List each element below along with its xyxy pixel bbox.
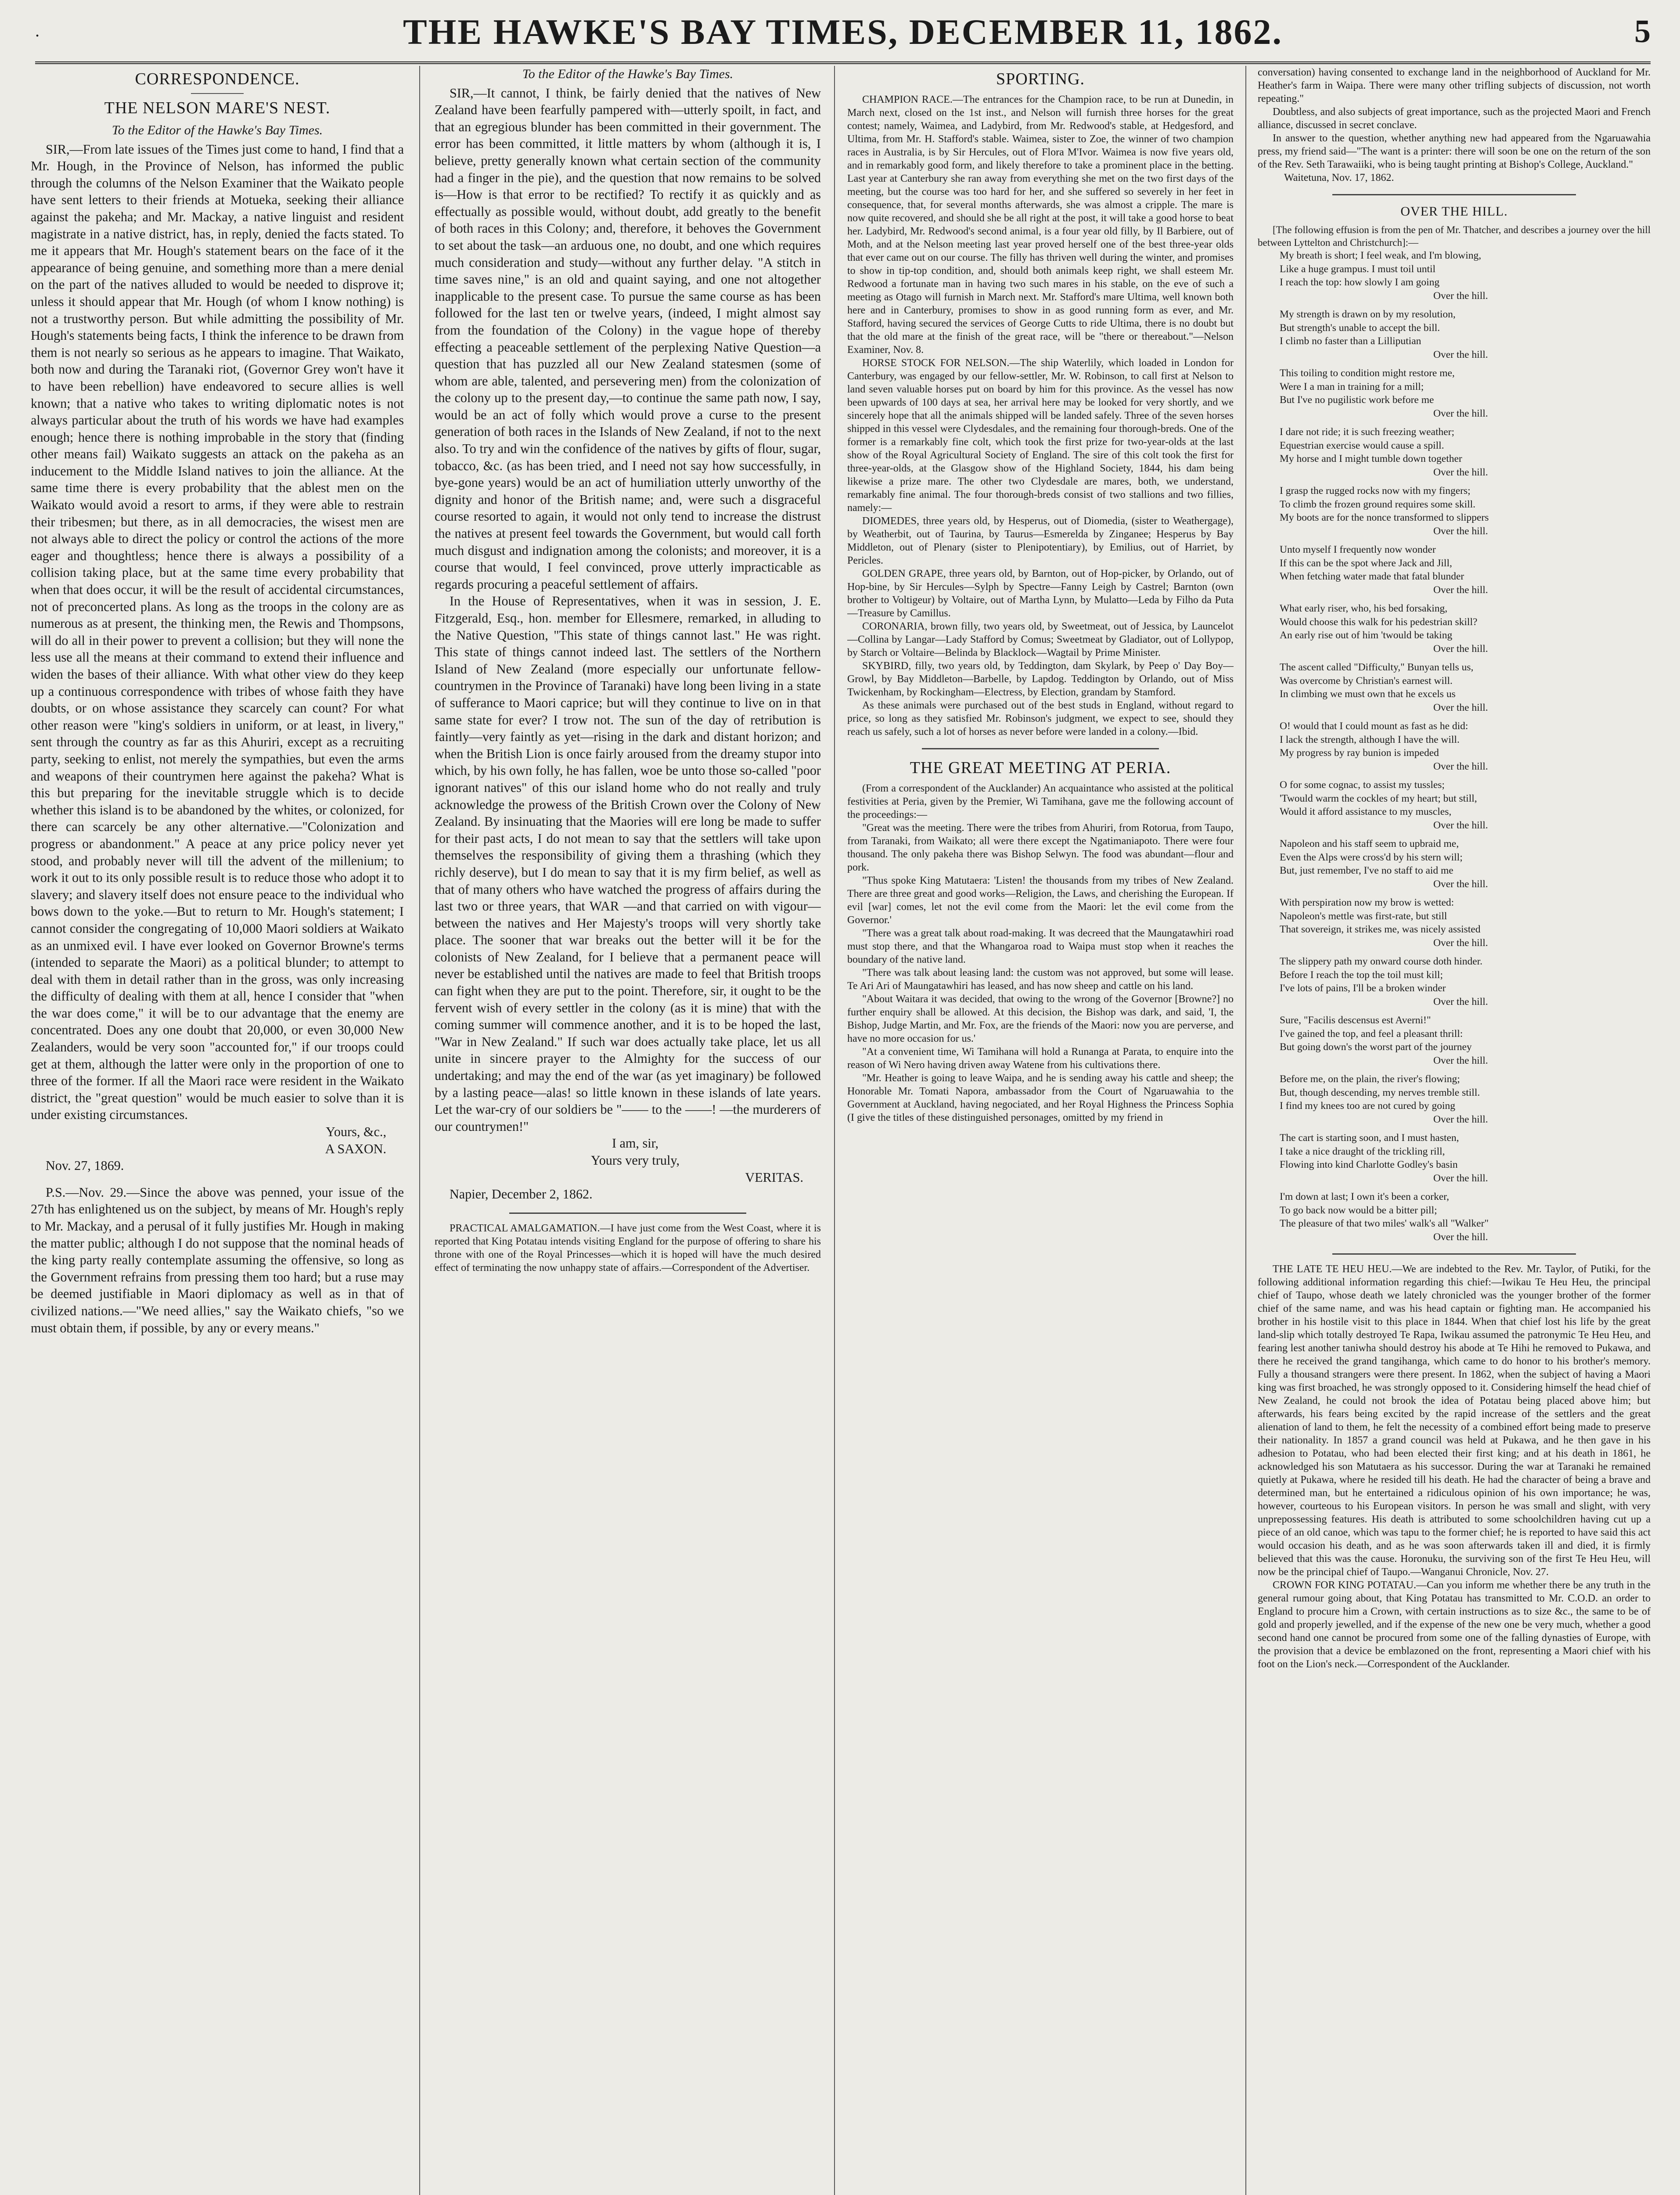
poem-line: Unto myself I frequently now wonder bbox=[1280, 544, 1436, 555]
poem-line: I find my knees too are not cured by going bbox=[1280, 1100, 1456, 1112]
article-paragraph: "Thus spoke King Matutaera: 'Listen! the thousands from my tribes of New Zealand. There are three great and good works—Religion, the Laws, and cherishing the European. If evil [war] comes, let not the evil come from the Maori: let the evil come from the Governor.' bbox=[847, 875, 1234, 926]
article-paragraph: "Mr. Heather is going to leave Waipa, and he is sending away his cattle and sheep; the Honorable Mr. Tomati Napora, ambassador from the Court of Ngaruawahia to the Government at Auckland, having negociated, and her Royal Highness the Princess Sophia (I give the titles of these distinguished personages, omitted by my friend in bbox=[847, 1072, 1234, 1123]
divider bbox=[1332, 1253, 1576, 1255]
letter-signature: VERITAS. bbox=[745, 1169, 803, 1185]
poem-line: To climb the frozen ground requires some skill. bbox=[1280, 498, 1476, 510]
article-paragraph: "At a convenient time, Wi Tamihana will hold a Runanga at Parata, to enquire into the reason of Wi Nero having driven away Watene from his cultivations there. bbox=[847, 1046, 1234, 1071]
poem-line: Before I reach the top the toil must kill; bbox=[1280, 969, 1443, 981]
article-paragraph: "Great was the meeting. There were the tribes from Ahuriri, from Rotorua, from Taupo, from Taranaki, from Waikato; all were there except the Ngatimaniapoto. There were four thousand. The only pakeha there was Bishop Selwyn. The food was abundant—flour and pork. bbox=[847, 822, 1234, 873]
masthead-mark: . bbox=[35, 21, 40, 40]
poem-line: But going down's the worst part of the journey bbox=[1280, 1041, 1472, 1053]
poem-line: The slippery path my onward course doth hinder. bbox=[1280, 956, 1483, 967]
poem-line: 'Twould warm the cockles of my heart; but still, bbox=[1280, 792, 1477, 804]
poem-line: What early riser, who, his bed forsaking, bbox=[1280, 603, 1448, 614]
poem-line: In climbing we must own that he excels us bbox=[1280, 688, 1456, 700]
poem-line: I lack the strength, although I have the will. bbox=[1280, 734, 1460, 745]
poem-stanza bbox=[1258, 1190, 1651, 1244]
poem-line: The ascent called "Difficulty," Bunyan tells us, bbox=[1280, 662, 1474, 673]
article-title: THE NELSON MARE'S NEST. bbox=[104, 99, 331, 117]
poem-line: That sovereign, it strikes me, was nicely assisted bbox=[1280, 924, 1481, 935]
poem-line: I've lots of pains, I'll be a broken winder bbox=[1280, 982, 1446, 994]
poem-refrain: Over the hill. bbox=[1433, 760, 1488, 772]
poem-stanza bbox=[1258, 425, 1651, 479]
column-2 bbox=[435, 66, 821, 2195]
article-paragraph: "There was talk about leasing land: the custom was not approved, but some will lease. Te Ari Ari of Maungatawhiri has leased, and has now sheep and cattle on his land. bbox=[847, 967, 1234, 992]
letter-addressee: To the Editor of the Hawke's Bay Times. bbox=[522, 67, 734, 81]
poem-line: But strength's unable to accept the bill. bbox=[1280, 322, 1440, 334]
poem-line: To go back now would be a bitter pill; bbox=[1280, 1204, 1437, 1216]
divider bbox=[509, 1213, 746, 1214]
divider bbox=[922, 748, 1159, 749]
poem-refrain: Over the hill. bbox=[1433, 407, 1488, 419]
column-1 bbox=[31, 66, 404, 2195]
poem-refrain: Over the hill. bbox=[1433, 584, 1488, 596]
column-4 bbox=[1258, 66, 1651, 2195]
news-item-crown: CROWN FOR KING POTATAU.—Can you inform me whether there be any truth in the general rumour going about, that King Potatau has transmitted to Mr. C.O.D. an order to England to procure him a Crown, with certain instructions as to size &c., the same to be of gold and properly jewelled, and if the expense of the new one be very much, whether a good second hand one cannot be procured from some one of the falling dynasties of Europe, with the provision that a device be emblazoned on the front, representing a Maori chief with his foot on the Lion's neck.—Correspondent of the Aucklander. bbox=[1258, 1580, 1651, 1670]
poem-refrain: Over the hill. bbox=[1433, 1113, 1488, 1125]
article-paragraph: "There was a great talk about road-making. It was decreed that the Maungatawhiri road must stop there, and that the Whangaroa road to Waipa must stop when it reaches the boundary of the native land. bbox=[847, 928, 1234, 965]
poem-stanza bbox=[1258, 896, 1651, 950]
article-paragraph: Doubtless, and also subjects of great importance, such as the projected Maori and French alliance, discussed in secret conclave. bbox=[1258, 106, 1651, 131]
letter-date: Nov. 27, 1869. bbox=[46, 1158, 124, 1173]
newspaper-title: THE HAWKE'S BAY TIMES, DECEMBER 11, 1862. bbox=[403, 12, 1283, 52]
poem-line: Were I a man in training for a mill; bbox=[1280, 381, 1424, 392]
poem-refrain: Over the hill. bbox=[1433, 937, 1488, 949]
poem-line: My boots are for the nonce transformed to slippers bbox=[1280, 512, 1489, 523]
poem-line: An early rise out of him 'twould be taking bbox=[1280, 630, 1453, 641]
poem-line: Like a huge grampus. I must toil until bbox=[1280, 263, 1436, 275]
article-date: Waitetuna, Nov. 17, 1862. bbox=[1284, 172, 1394, 184]
poem-line: Before me, on the plain, the river's flowing; bbox=[1280, 1073, 1460, 1085]
article-paragraph: (From a correspondent of the Aucklander) An acquaintance who assisted at the political festivities at Peria, given by the Premier, Wi Tamihana, gave me the following account of the proceedings:— bbox=[847, 783, 1234, 820]
poem-stanza bbox=[1258, 367, 1651, 420]
poem-line: If this can be the spot where Jack and Jill, bbox=[1280, 557, 1452, 569]
letter-closing: Yours, &c., bbox=[326, 1124, 386, 1140]
poem-refrain: Over the hill. bbox=[1433, 290, 1488, 302]
poem-stanza bbox=[1258, 837, 1651, 891]
poem-line: My horse and I might tumble down together bbox=[1280, 453, 1462, 464]
column-3 bbox=[847, 66, 1234, 2195]
divider bbox=[1332, 194, 1576, 195]
sporting-item: CHAMPION RACE.—The entrances for the Champion race, to be run at Dunedin, in March next, closed on the 1st inst., and Nelson will furnish three horses for the great contest; namely, Waimea, and Ladybird, from Mr. Redwood's stable, at Hedgesford, and Ultima, from Mr. H. Stafford's stable. Waimea, sister to Zoe, the winner of two champion races in Australia, is by Sir Hercules, out of Flora M'Ivor. Waimea is now five years old, and in remarkably good form, and likely therefore to take a prominent place in the betting. Last year at Canterbury she ran away from everything she met on the two first days of the meeting, but the course was too hard for her, and she suffered so severely in her feet in consequence, that, for several months afterwards, she was almost a cripple. The mare is now quite recovered, and should she be all right at the post, it will take a good horse to beat her. Ladybird, Mr. Redwood's second animal, is a four year old filly, by Il Barbiere, out of Moth, and at the Nelson meeting last year proved herself one of the best three-year olds that ever came out on our course. The filly has thriven well during the winter, and promises to show in tip-top condition, and, should both animals keep right, we shall esteem Mr. Redwood a fortunate man in having two such mares in his stable, on the eve of such a meeting as Otago will furnish in March next. Mr. Stafford's mare Ultima, well known both here and in Canterbury, promises to show in as good running form as ever, and Mr. Stafford, having secured the services of George Cutts to ride Ultima, there is no doubt but that the old mare at the finish of the great race, will be "there or thereabout."—Nelson Examiner, Nov. 8. bbox=[847, 94, 1234, 356]
sporting-item: HORSE STOCK FOR NELSON.—The ship Waterlily, which loaded in London for Canterbury, was engaged by our fellow-settler, Mr. W. Robinson, to call first at Nelson to land seven valuable horses put on board by him for this province. As the vessel has now been upwards of 100 days at sea, her arrival here may be looked for very shortly, and we sincerely hope that all the animals shipped will be landed safely. Three of the seven horses shipped in this vessel were Clydesdales, and the remaining four thorough-breds. One of the former is a remarkably fine colt, which took the first prize for two-year-olds at the last show of the Royal Agricultural Society of England. The sire of this colt took the first for three-year-olds, at the Glasgow show of the Highland Society, 1844, his dam being likewise a prize mare. The other two Clydesdale are mares, both, we understand, remarkably fine animal. The four thorough-breds consist of two stallions and two fillies, namely:— bbox=[847, 357, 1234, 514]
poem-intro: [The following effusion is from the pen of Mr. Thatcher, and describes a journey over the hill between Lyttelton and Christchurch]:— bbox=[1258, 224, 1651, 248]
poem-line: Was overcome by Christian's earnest will. bbox=[1280, 675, 1453, 687]
poem-line: I climb no faster than a Lilliputian bbox=[1280, 335, 1421, 347]
poem-refrain: Over the hill. bbox=[1433, 878, 1488, 890]
column-rule bbox=[419, 66, 420, 2195]
poem-stanza bbox=[1258, 543, 1651, 597]
article-paragraph: In answer to the question, whether anything new had appeared from the Ngaruawahia press, my friend said—"The want is a printer: there will soon be one on the return of the son of the Rev. Seth Tarawaiiki, who is being taught printing at Bishop's College, Auckland." bbox=[1258, 133, 1651, 170]
poem-stanza bbox=[1258, 484, 1651, 538]
letter-body: SIR,—From late issues of the Times just come to hand, I find that a Mr. Hough, in the Province of Nelson, has informed the public through the columns of the Nelson Examiner that the Waikato people have sent letters to their friends at Motueka, seeking their alliance against the pakeha; and Mr. Mackay, a native linguist and resident magistrate in a native district, has, in reply, denied the facts stated. To me it appears that Mr. Hough's statement bears on the face of it the appearance of being genuine, and something more than a mere denial on the part of the natives alluded to would be needed to disprove it; unless it should appear that Mr. Hough (of whom I know nothing) is not a trustworthy person. But while admitting the possibility of Mr. Hough's statements being facts, I think the inference to be drawn from them is not nearly so serious as he appears to imagine. That Waikato, both now and during the Taranaki riot, (Governor Grey won't have it to have been rebellion) have endeavored to secure allies is well known; that a native who takes to writing diplomatic notes is not always particular about the truth of his words we have had examples enough; hence there is nothing improbable in the story that (finding other means fail) Waikato suggests an attack on the pakeha as an inducement to the Middle Island natives to join the alliance. At the same time there is every probability that the ablest men on the Waikato would avoid a resort to arms, if they were able to restrain their tribesmen; but there, as in all democracies, the wisest men are not always able to direct the policy or control the actions of the more eager and thoughtless; hence there is always a possibility of a collision taking place, but at the same time every probability that when that does occur, it will be the result of accidental circumstances, not of preconcerted plans. As long as the troops in the colony are as numerous as at present, the thinking men, the Rewis and Thompsons, will do all in their power to prevent a collision; but they will none the less use all the means at their command to extend their influence and widen the bases of their alliance. With what other view do they keep up a continuous correspondence with tribes of whose faith they have doubts, or on whose assistance they scarcely can count? For what other reason were "king's soldiers in uniform, or at least, in livery," sent through the country as far as this Ahuriri, except as a recruiting party, seeking to enlist, not merely the sympathies, but even the arms and weapons of their countrymen here against the pakeha? What is this but preparing for the inevitable struggle which is to decide whether this island is to be abandoned by the whites, or colonized, for there can scarcely be any other alternative.—"Colonization and progress or abandonment." A peace at any price policy never yet stood, and probably never will till the advent of the millenium; to work it out to its only possible result is to reduce those who adopt it to slavery; and slavery itself does not ensure peace to the individual who bows down to the yoke.—But to return to Mr. Hough's statement; I cannot consider the congregating of 10,000 Maori soldiers at Waikato as an unmixed evil. I have ever looked on Governor Browne's terms (intended to separate the Maori) as a political blunder; to attempt to deal with them in detail rather than in the gross, was only increasing the difficulty of dealing with them at all, hence I consider that "when the war does come," it will be to our advantage that the enemy are concentrated. Does any one doubt that 20,000, or even 30,000 New Zealanders, would be very soon "accounted for," if our troops could get at them, although the latter were only in the proportion of one to three of the former. If all the Maori race were resident in the Waikato district, the "great question" would be much easier to solve than it is under existing circumstances. bbox=[31, 141, 404, 1123]
poem-line: But, though descending, my nerves tremble still. bbox=[1280, 1087, 1480, 1098]
poem-line: But, just remember, I've no staff to aid me bbox=[1280, 865, 1453, 876]
poem-stanza bbox=[1258, 661, 1651, 714]
poem-stanza bbox=[1258, 249, 1651, 302]
poem-line: With perspiration now my brow is wetted: bbox=[1280, 897, 1454, 908]
poem-line: Even the Alps were cross'd by his stern will; bbox=[1280, 851, 1463, 863]
poem-line: I grasp the rugged rocks now with my fingers; bbox=[1280, 485, 1471, 497]
poem-line: Equestrian exercise would cause a spill. bbox=[1280, 439, 1444, 451]
poem-line: I'm down at last; I own it's been a corker, bbox=[1280, 1191, 1450, 1202]
poem-refrain: Over the hill. bbox=[1433, 349, 1488, 360]
poem-line: My strength is drawn on by my resolution, bbox=[1280, 309, 1456, 320]
poem-line: I dare not ride; it is such freezing weather; bbox=[1280, 426, 1455, 438]
article-paragraph: conversation) having consented to exchange land in the neighborhood of Auckland for Mr. Heather's farm in Waipa. There were many other trifling subjects of discussion, not worth repeating." bbox=[1258, 67, 1651, 104]
pedigree-item: SKYBIRD, filly, two years old, by Teddington, dam Skylark, by Peep o' Day Boy—Growl, by Bay Middleton—Barbelle, by Lapdog. Teddington by Orlando, out of Miss Twickenham, by Rockingham—Electress, by Election, grandam by Stamford. bbox=[847, 660, 1234, 698]
poem-line: I've gained the top, and feel a pleasant thrill: bbox=[1280, 1028, 1463, 1040]
poem-title: OVER THE HILL. bbox=[1400, 204, 1508, 219]
poem-line: When fetching water made that fatal blunder bbox=[1280, 571, 1464, 582]
poem-stanza bbox=[1258, 778, 1651, 832]
poem-line: I take a nice draught of the trickling rill, bbox=[1280, 1145, 1445, 1157]
poem-stanza bbox=[1258, 720, 1651, 773]
poem-refrain: Over the hill. bbox=[1433, 702, 1488, 713]
poem-stanza bbox=[1258, 1014, 1651, 1067]
column-rule bbox=[1245, 66, 1246, 2195]
poem-line: The cart is starting soon, and I must hasten, bbox=[1280, 1132, 1459, 1144]
poem-line: Napoleon and his staff seem to upbraid me, bbox=[1280, 838, 1459, 849]
poem-stanza bbox=[1258, 602, 1651, 655]
poem-line: My progress by ray bunion is impeded bbox=[1280, 747, 1439, 759]
poem-line: Would it afford assistance to my muscles, bbox=[1280, 806, 1452, 817]
article-paragraph: "About Waitara it was decided, that owing to the wrong of the Governor [Browne?] no further enquiry shall be allowed. At this decision, the Bishop was dark, and said, 'I, the Bishop, Judge Martin, and Mr. Fox, are the friends of the Maori: now you are perverse, and have no more occasion for us.' bbox=[847, 993, 1234, 1044]
letter-closing: I am, sir, bbox=[612, 1136, 659, 1151]
news-item-practical-amalgamation: PRACTICAL AMALGAMATION.—I have just come from the West Coast, where it is reported that King Potatau intends visiting England for the purpose of offering to share his throne with one of the Royal Princesses—which it is hoped will have the much desired effect of terminating the now unhappy state of affairs.—Correspondent of the Advertiser. bbox=[435, 1222, 821, 1274]
poem-line: Napoleon's mettle was first-rate, but still bbox=[1280, 910, 1447, 922]
poem-refrain: Over the hill. bbox=[1433, 819, 1488, 831]
poem-line: Flowing into kind Charlotte Godley's basin bbox=[1280, 1159, 1458, 1170]
poem-stanza bbox=[1258, 955, 1651, 1008]
masthead bbox=[35, 9, 1651, 64]
page-number: 5 bbox=[1634, 14, 1651, 50]
poem-stanza bbox=[1258, 1131, 1651, 1185]
poem-line: O! would that I could mount as fast as he did: bbox=[1280, 720, 1468, 732]
poem-stanza bbox=[1258, 1072, 1651, 1126]
poem-line: Would choose this walk for his pedestrian skill? bbox=[1280, 616, 1478, 628]
poem-refrain: Over the hill. bbox=[1433, 1231, 1488, 1243]
letter-closing: Yours very truly, bbox=[590, 1153, 680, 1168]
poem-body bbox=[1258, 249, 1651, 1244]
postscript: P.S.—Nov. 29.—Since the above was penned, your issue of the 27th has enlightened us on the subject, by means of Mr. Hough's reply to Mr. Mackay, and a perusal of it fully justifies Mr. Hough in making the matter public; although I do not suppose that the nominal heads of the king party really contemplate assuming the offensive, so long as the Government refrains from pressing them too hard; but a ruse may be deemed justifiable in Maori diplomacy as well as in that of civilized nations.—"We need allies," say the Waikato chiefs, "so we must obtain them, if possible, by any or every means." bbox=[31, 1184, 404, 1335]
poem-refrain: Over the hill. bbox=[1433, 1172, 1488, 1184]
pedigree-item: GOLDEN GRAPE, three years old, by Barnton, out of Hop-picker, by Orlando, out of Hop-bine, by Sir Hercules—Sylph by Spectre—Fanny Leigh by Castrel; Barnton (own brother to Voltigeur) by Voltaire, out of Martha Lynn, by Mulatto—Leda by Filho da Puta—Treasure by Camillus. bbox=[847, 568, 1234, 619]
poem-stanza bbox=[1258, 308, 1651, 361]
letter-addressee: To the Editor of the Hawke's Bay Times. bbox=[112, 123, 323, 137]
divider bbox=[191, 93, 244, 94]
section-heading: SPORTING. bbox=[996, 70, 1085, 88]
poem-line: The pleasure of that two miles' walk's all "Walker" bbox=[1280, 1218, 1489, 1229]
article-title: THE GREAT MEETING AT PERIA. bbox=[910, 759, 1171, 777]
poem-line: I reach the top: how slowly I am going bbox=[1280, 277, 1440, 288]
news-item-te-heu-heu: THE LATE TE HEU HEU.—We are indebted to the Rev. Mr. Taylor, of Putiki, for the following additional information regarding this chief:—Iwikau Te Heu Heu, the principal chief of Taupo, whose death we lately chronicled was the younger brother of the former chief of the same name, and was his head captain or fighting man. He accompanied his brother in his hostile visit to this place in 1844. When that chief lost his life by the great land-slip which totally destroyed Te Rapa, Iwikau assumed the patronymic Te Heu Heu, and fearing lest another taniwha should destroy his abode at Te Hihi he removed to Pukawa, and there he received the grand tangihanga, which came to do honor to his brother's memory. Fully a thousand strangers were there present. In 1862, when the subject of having a Maori king was first broached, he was strongly opposed to it. Considering himself the head chief of New Zealand, he could not brook the idea of Potatau being placed above him; but afterwards, his fears being excited by the rapid increase of the settlers and the great alienation of land to them, he felt the necessity of a combined effort being made to preserve their nationality. In 1857 a grand council was held at Pukawa, and he then gave in his adhesion to Potatau, who had been elected their first king; and at his death in 1861, he acknowledged his son Matutaera as his successor. During the war at Taranaki he remained quietly at Pukawa, where he resided till his death. He had the character of being a brave and determined man, but he entertained a ridiculous opinion of his own importance; he was, however, courteous to his European visitors. In person he was small and slight, with very unprepossessing features. His death is attributed to some schoolchildren having cut up a piece of an old canoe, which was tapu to the former chief; he is reported to have said this act would occasion his death, and as he was soon afterwards taken ill and died, it is firmly believed that this was the cause. Horonuku, the surviving son of the first Te Heu Heu, will now be the principal chief of Taupo.—Wanganui Chronicle, Nov. 27. bbox=[1258, 1263, 1651, 1578]
poem-line: My breath is short; I feel weak, and I'm blowing, bbox=[1280, 250, 1482, 261]
letter-date: Napier, December 2, 1862. bbox=[450, 1187, 593, 1202]
poem-line: Sure, "Facilis descensus est Averni!" bbox=[1280, 1015, 1431, 1026]
letter-body: In the House of Representatives, when it was in session, J. E. Fitzgerald, Esq., hon. member for Ellesmere, remarked, in alluding to the Native Question, "This state of things cannot last." He was right. This state of things cannot indeed last. The settlers of the Northern Island of New Zealand (more especially our unfortunate fellow-countrymen in the Province of Taranaki) have long been living in a state of sufferance to Maori caprice; but will they continue to live on in that same state for ever? I trow not. The sun of the day of retribution is faintly—very faintly as yet—rising in the dark and distant horizon; and when the British Lion is once fairly aroused from the dreamy stupor into which, by his own folly, he has fallen, woe be unto those so-called "poor ignorant natives" of this our island home who do not really and truly acknowledge the prowess of the British Crown over the Colony of New Zealand. By insinuating that the Maories will ere long be made to suffer for their past acts, I do not mean to say that the settlers will take upon themselves the responsibility of giving them a thrashing (which they richly deserve), but I do mean to say that it is my firm belief, as well as that of many others who have watched the progress of affairs during the last two or three years, that WAR —and that carried on with vigour—between the natives and Her Majesty's troops will very shortly take place. The sooner that war breaks out the better will it be for the colonists of New Zealand, for I believe that a permanent peace will never be established until the natives are made to feel that British troops can fight when they are put to the point. Therefore, sir, it ought to be the fervent wish of every settler in the colony (as it is mine) that with the coming summer will commence another, and it is to be hoped the last, "War in New Zealand." If such war does actually take place, let us all unite in sincere prayer to the Almighty for the success of our undertaking; and may the end of the war (as yet imaginary) be followed by a lasting peace—alas! so little known in these islands of late years. Let the war-cry of our soldiers be "—— to the ——! —the murderers of our countrymen!" bbox=[435, 594, 821, 1134]
poem-line: O for some cognac, to assist my tussles; bbox=[1280, 779, 1445, 791]
sporting-item: As these animals were purchased out of the best studs in England, without regard to price, so long as they satisfied Mr. Robinson's judgment, we expect to see, should they reach us safely, such a lot of horses as never before were landed in a colony.—Ibid. bbox=[847, 700, 1234, 738]
letter-body: SIR,—It cannot, I think, be fairly denied that the natives of New Zealand have been fearfully pampered with—utterly spoilt, in fact, and that an egregious blunder has been committed in their government. The error has been committed, it little matters by whom (although it is, I believe, pretty generally known what certain section of the community had a finger in the pie), and the question that now remains to be solved is—How is that error to be rectified? To rectify it as quickly and as effectually as possible would, without doubt, add greatly to the benefit of both races in this Colony; and, therefore, it behoves the Government to set about the task—an arduous one, no doubt, and one which requires much consideration and study—without any further delay. "A stitch in time saves nine," is an old and quaint saying, and one not altogether inapplicable to the present case. To pursue the same course as has been followed for the last ten or twelve years, (indeed, I might almost say from the foundation of the Colony) in the vague hope of thereby effecting a peaceable settlement of the perplexing Native Question—a question that has puzzled all our New Zealand statesmen (some of whom are able, talented, and persevering men) from the colonization of the colony up to the present day,—to continue the same path now, I say, would be an act of folly which would prove a curse to the present generation of both races in the Islands of New Zealand, if not to the next also. To try and win the confidence of the natives by gifts of flour, sugar, tobacco, &c. (as has been tried, and I need not say how successfully, in bye-gone years) would be an act of humiliation utterly unworthy of the dignity and honor of the British name; and, were such a disgraceful course resorted to again, it would not only tend to increase the distrust the natives at present feel towards the Government, but would call forth much disgust and indignation among the colonists; and moreover, it is a course that would, I feel convinced, prove utterly impracticable as regards procuring a peaceful settlement of affairs. bbox=[435, 85, 821, 592]
poem-refrain: Over the hill. bbox=[1433, 466, 1488, 478]
poem-line: But I've no pugilistic work before me bbox=[1280, 394, 1434, 406]
letter-signature: A SAXON. bbox=[325, 1141, 386, 1156]
pedigree-item: DIOMEDES, three years old, by Hesperus, out of Diomedia, (sister to Weathergage), by Weatherbit, out of Taurina, by Taurus—Esmerelda by Zinganee; Hesperus by Bay Middleton, out of Plenary (sister to Plenipotentiary), by Emilius, out of Harriet, by Pericles. bbox=[847, 515, 1234, 566]
poem-line: This toiling to condition might restore me, bbox=[1280, 367, 1455, 379]
pedigree-item: CORONARIA, brown filly, two years old, by Sweetmeat, out of Jessica, by Launcelot—Collina by Langar—Lady Stafford by Comus; Sweetmeat by Gladiator, out of Lollypop, by Starch or Voltaire—Belinda by Blacklock—Wagtail by Prime Minister. bbox=[847, 621, 1234, 658]
poem-refrain: Over the hill. bbox=[1433, 1054, 1488, 1066]
poem-refrain: Over the hill. bbox=[1433, 996, 1488, 1008]
poem-refrain: Over the hill. bbox=[1433, 643, 1488, 655]
poem-refrain: Over the hill. bbox=[1433, 525, 1488, 537]
column-rule bbox=[834, 66, 835, 2195]
section-heading: CORRESPONDENCE. bbox=[135, 70, 300, 88]
